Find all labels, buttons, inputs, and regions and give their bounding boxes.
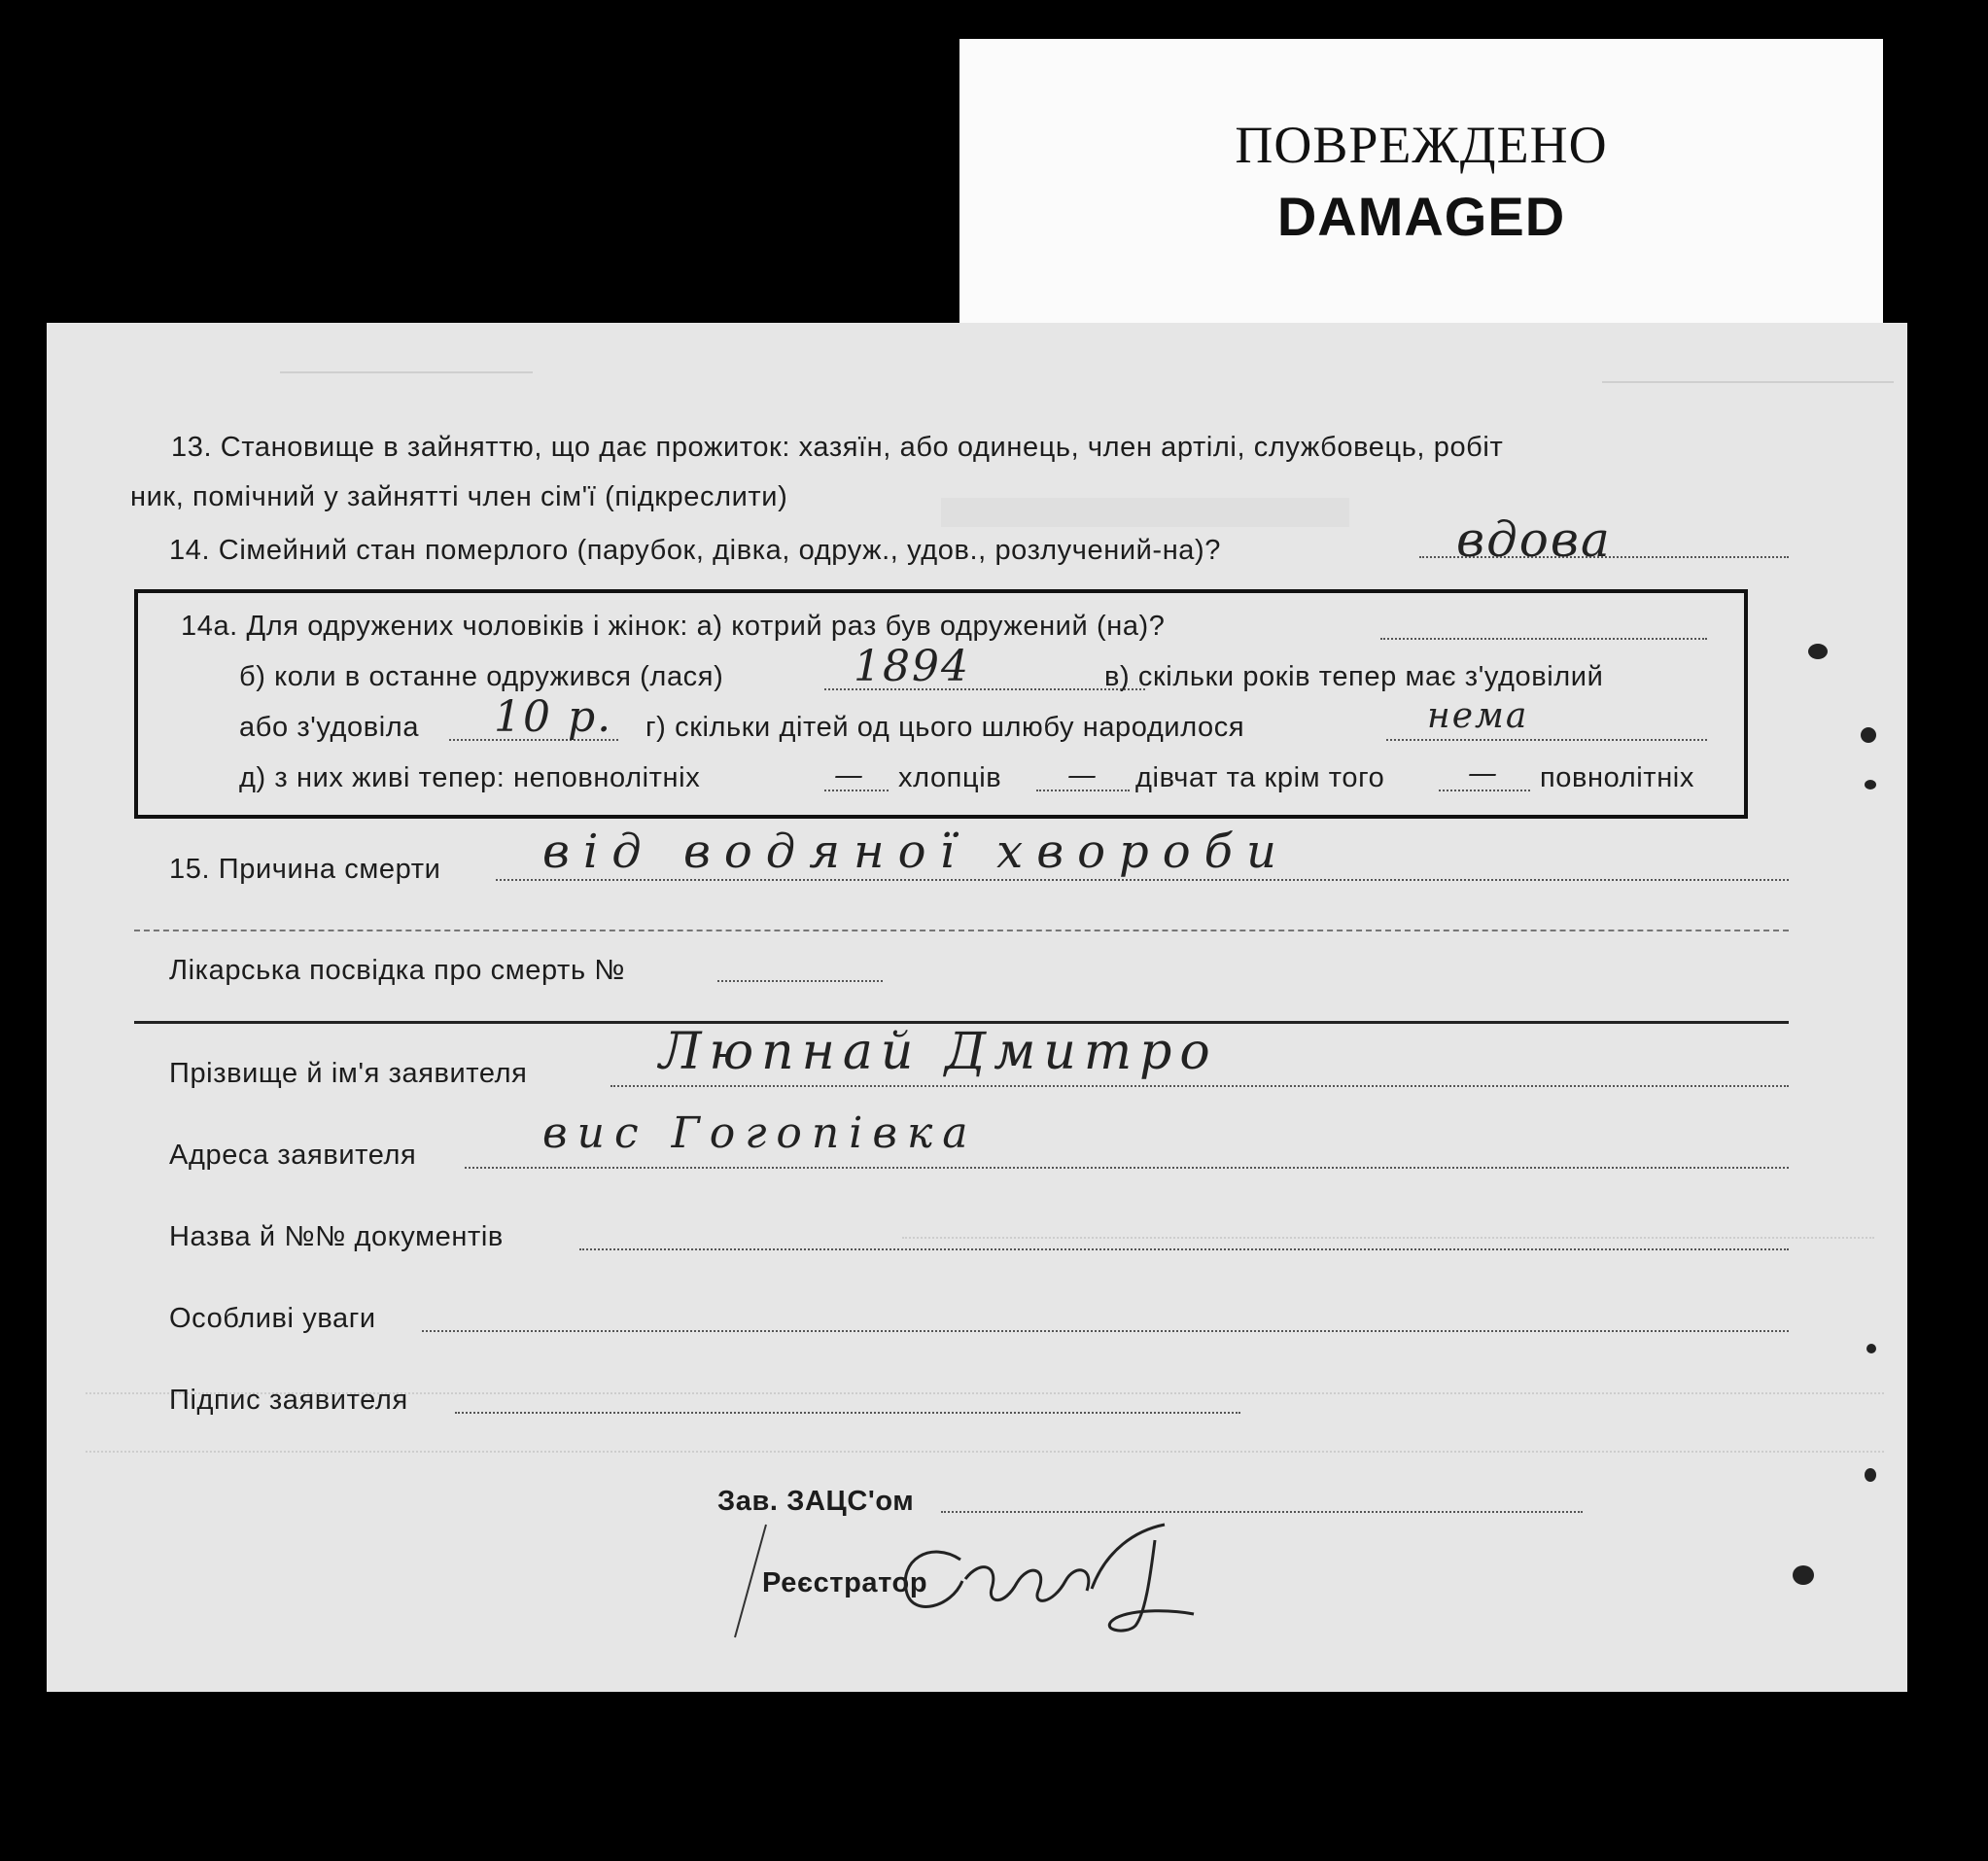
certificate-line [717, 980, 883, 982]
item-14a-line4-label-d: повнолітніх [1540, 762, 1694, 793]
applicant-address-label: Адреса заявителя [169, 1140, 417, 1171]
bleed-through-texture [47, 323, 1907, 1692]
paper-speck [1861, 727, 1876, 743]
applicant-name-line [610, 1085, 1789, 1087]
item-13-text-line1: 13. Становище в зайняттю, що дає прожиток: хазяїн, або одинець, член артілі, службовець, робіт [171, 432, 1504, 463]
item-14a-widowed-years: 10 р. [494, 692, 613, 742]
documents-label: Назва й №№ документів [169, 1221, 504, 1252]
applicant-signature-label: Підпис заявителя [169, 1385, 408, 1416]
item-15-second-line [134, 930, 1789, 931]
item-14a-line4-label-c: дівчат та крім того [1135, 762, 1385, 793]
item-14a-marriage-year: 1894 [854, 642, 970, 691]
notes-label: Особливі уваги [169, 1303, 376, 1334]
item-14a-line4-label-b: хлопців [898, 762, 1002, 793]
notes-line [422, 1330, 1789, 1332]
record-form-sheet [47, 323, 1907, 1692]
paper-speck [1865, 1468, 1876, 1482]
applicant-name-value: Люпнай Дмитро [659, 1023, 1218, 1081]
paper-speck [1808, 644, 1828, 659]
item-14a-line3-label-a: або з'удовіла [239, 712, 420, 743]
item-15-line [496, 879, 1789, 881]
item-14a-line2-label-a: б) коли в останне одружився (лася) [239, 661, 724, 692]
paper-speck [1793, 1565, 1814, 1585]
item-14a-line3-dots-2 [1386, 739, 1707, 741]
applicant-name-label: Прізвище й ім'я заявителя [169, 1058, 528, 1089]
stamp-text-russian: ПОВРЕЖДЕНО [1235, 116, 1608, 174]
applicant-address-value: вис Гогопівка [542, 1108, 978, 1158]
item-14a-line1-dots [1380, 638, 1707, 640]
item-15-cause-of-death: від водяної хвороби [542, 825, 1290, 879]
certificate-label: Лікарська посвідка про смерть № [169, 955, 626, 986]
paper-speck [1866, 1344, 1876, 1353]
item-14a-children-born: нема [1427, 696, 1529, 736]
paper-speck [1865, 780, 1876, 790]
head-label: Зав. ЗАЦС'ом [717, 1486, 915, 1517]
damaged-stamp [959, 39, 1883, 331]
item-13-text-line2: ник, помічний у зайнятті член сім'ї (підкреслити) [130, 481, 788, 512]
registrar-label: Реєстратор [762, 1567, 928, 1598]
registrar-signature [708, 1521, 1252, 1647]
head-line [941, 1511, 1583, 1513]
item-14a-minor-boys: — [834, 758, 865, 792]
item-14a-line2-label-b: в) скільки років тепер має з'удовілий [1104, 661, 1604, 692]
item-14-handwritten-value: вдова [1456, 511, 1612, 568]
item-14a-line1: 14а. Для одружених чоловіків і жінок: а) котрий раз був одружений (на)? [181, 611, 1166, 642]
applicant-signature-line [455, 1412, 1240, 1414]
item-14a-minor-girls: — [1067, 758, 1099, 792]
item-14a-line3-label-b: г) скільки дітей од цього шлюбу народилося [645, 712, 1245, 743]
applicant-address-line [465, 1167, 1789, 1169]
item-14a-line4-label-a: д) з них живі тепер: неповнолітніх [239, 762, 701, 793]
item-14a-adults: — [1468, 756, 1499, 790]
stamp-text-english: DAMAGED [1276, 186, 1566, 247]
documents-line [579, 1248, 1789, 1250]
item-14-label: 14. Сімейний стан померлого (парубок, дівка, одруж., удов., розлучений-на)? [169, 535, 1222, 566]
item-15-label: 15. Причина смерти [169, 854, 441, 885]
